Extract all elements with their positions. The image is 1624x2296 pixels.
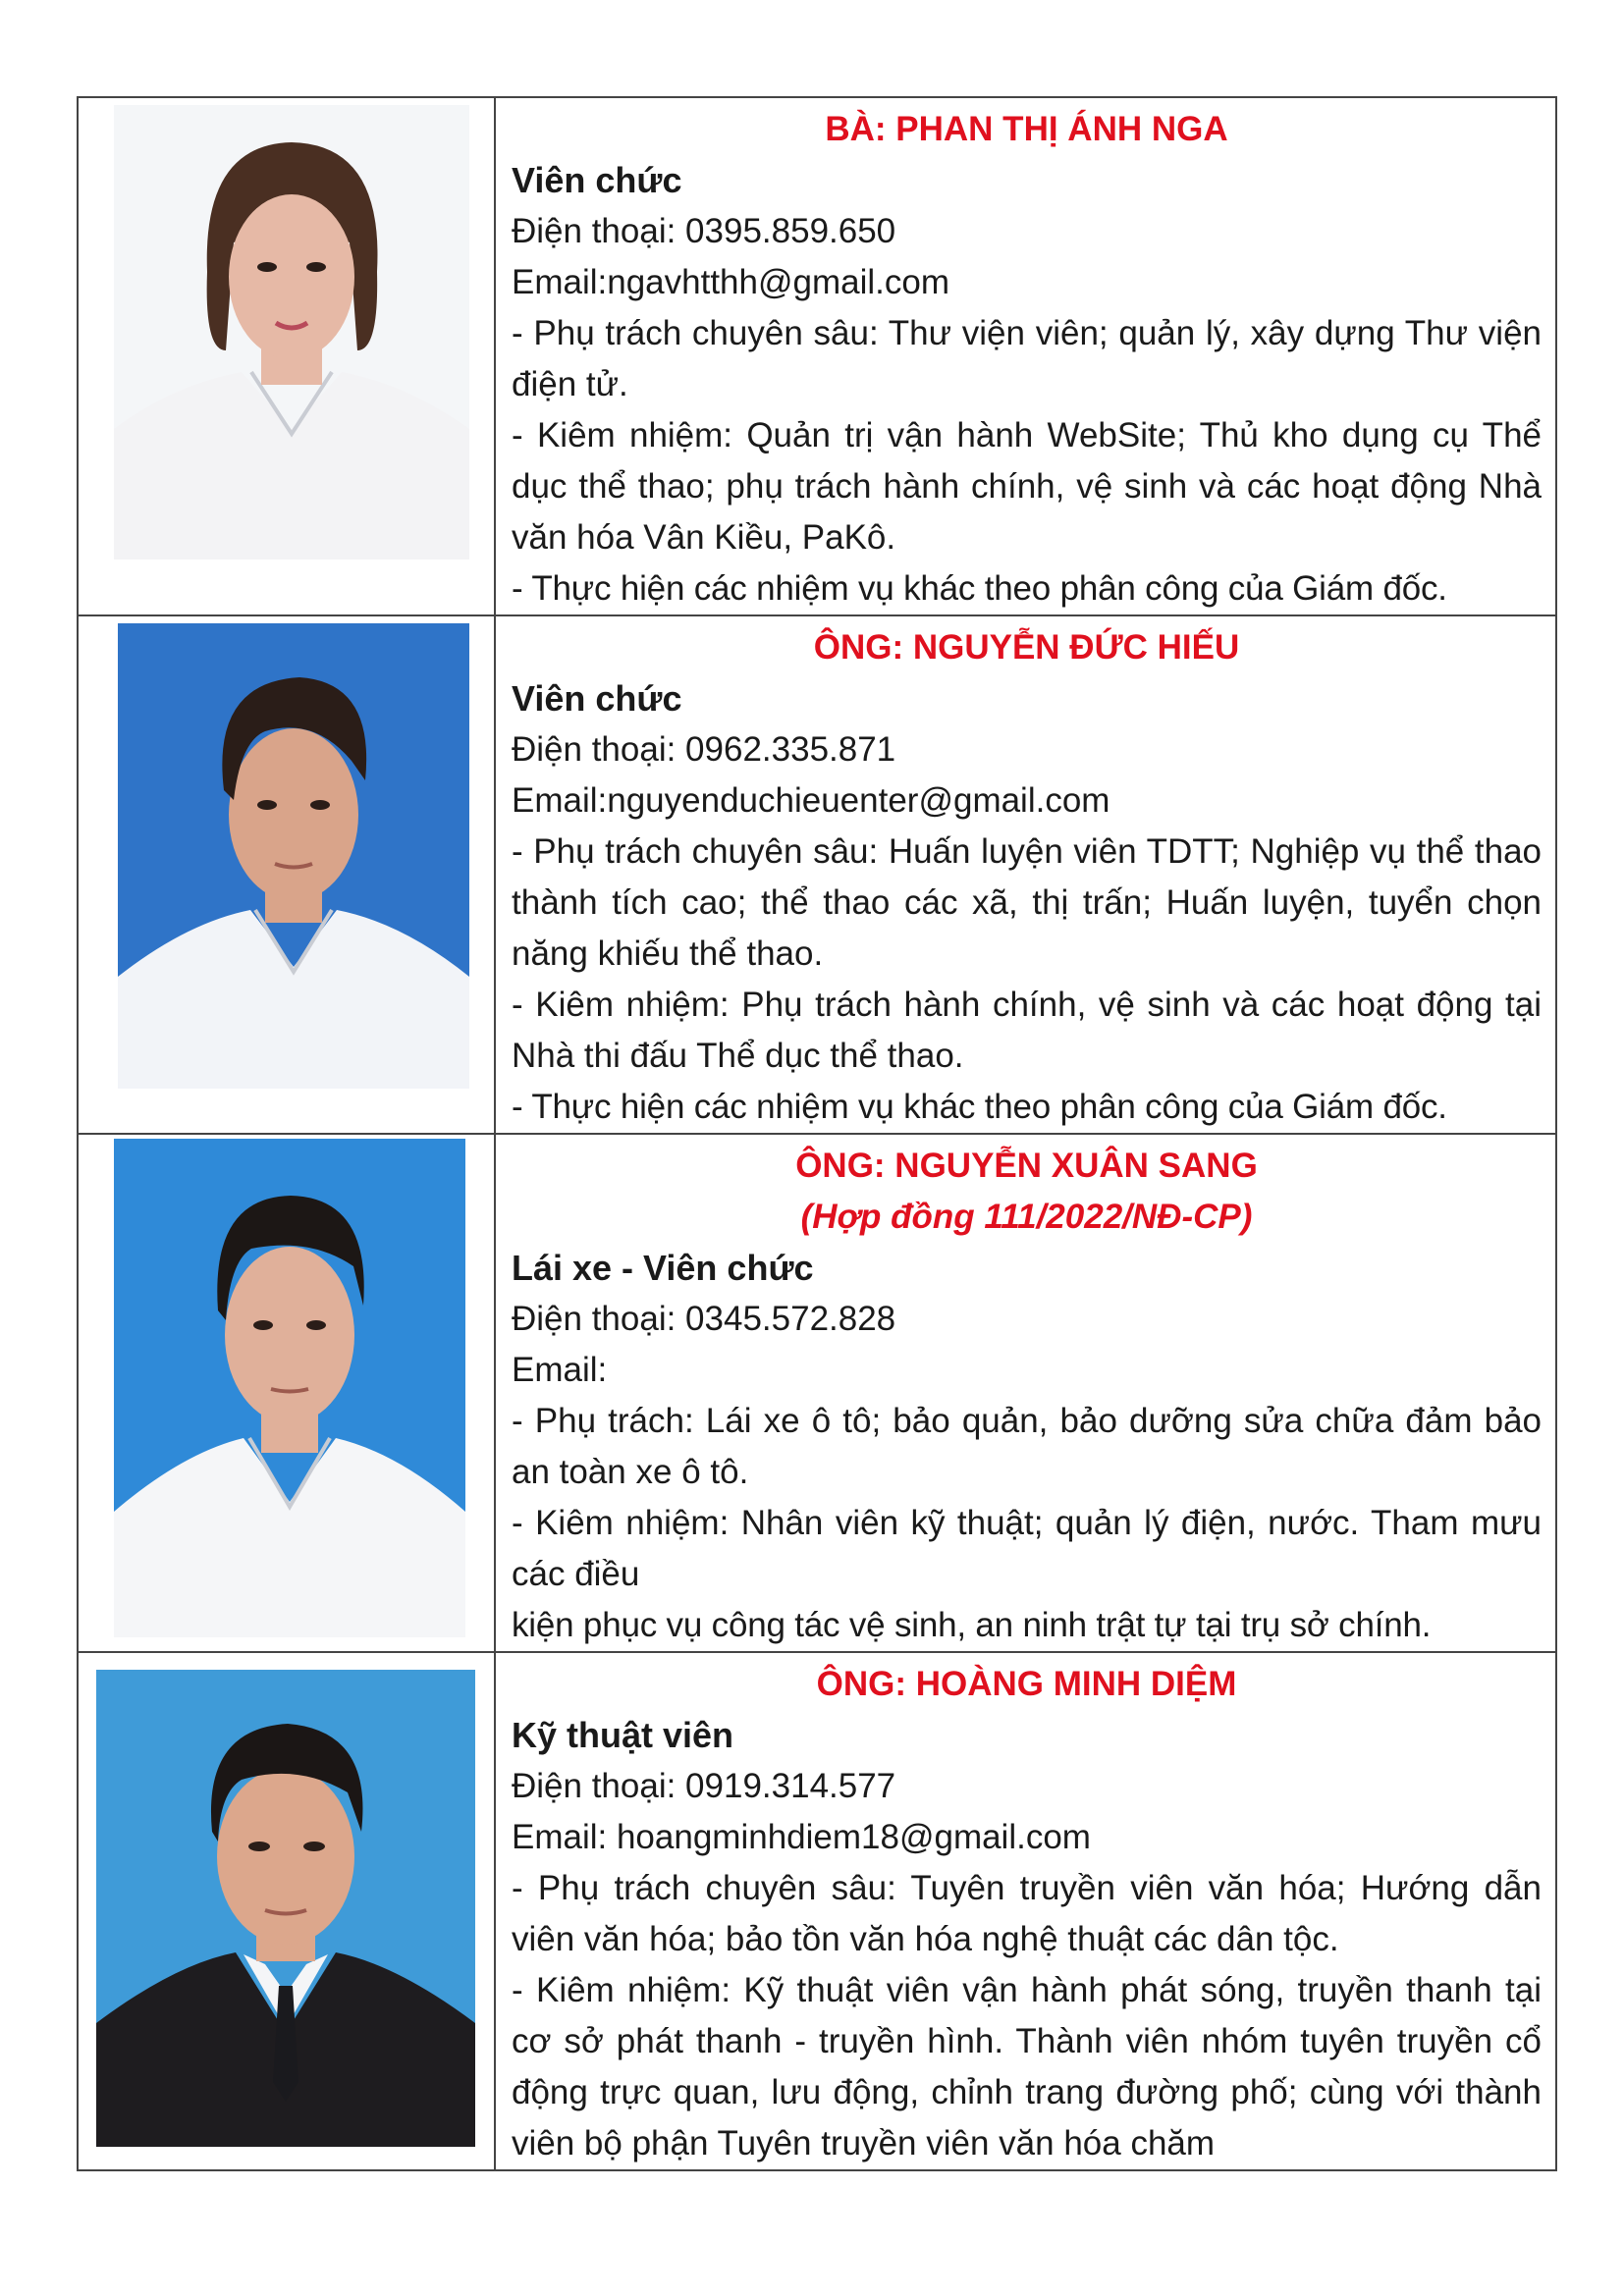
staff-contract: (Hợp đồng 111/2022/NĐ-CP) (800, 1198, 1253, 1236)
staff-email: Email:ngavhtthh@gmail.com (512, 263, 949, 301)
staff-role: Lái xe - Viên chức (512, 1248, 814, 1288)
staff-name: BÀ: PHAN THỊ ÁNH NGA (825, 110, 1228, 148)
staff-name: ÔNG: NGUYỄN ĐỨC HIẾU (813, 628, 1240, 667)
staff-duty: - Thực hiện các nhiệm vụ khác theo phân công của Giám đốc. (512, 569, 1447, 608)
staff-role: Viên chức (512, 160, 682, 200)
photo-cell (78, 615, 495, 1134)
portrait-photo (96, 1670, 475, 2147)
staff-duty: - Phụ trách chuyên sâu: Huấn luyện viên TDTT; Nghiệp vụ thể thao thành tích cao; thể thao các xã, thị trấn; Huấn luyện, tuyển chọn năng khiếu thể thao. (512, 832, 1542, 973)
staff-role: Viên chức (512, 678, 682, 719)
info-cell (495, 97, 1556, 615)
staff-phone: Điện thoại: 0345.572.828 (512, 1300, 896, 1338)
portrait-woman-image (114, 105, 469, 560)
staff-duty: - Phụ trách: Lái xe ô tô; bảo quản, bảo dưỡng sửa chữa đảm bảo an toàn xe ô tô. (512, 1402, 1542, 1491)
staff-duty: kiện phục vụ công tác vệ sinh, an ninh trật tự tại trụ sở chính. (512, 1606, 1432, 1644)
staff-duty: - Kiêm nhiệm: Quản trị vận hành WebSite; Thủ kho dụng cụ Thể dục thể thao; phụ trách hành chính, vệ sinh và các hoạt động Nhà văn hóa Vân Kiều, PaKô. (512, 416, 1542, 557)
photo-cell (78, 1652, 495, 2170)
portrait-photo (118, 623, 469, 1089)
staff-email: Email:nguyenduchieuenter@gmail.com (512, 781, 1110, 820)
staff-row (78, 1652, 1556, 2170)
staff-phone: Điện thoại: 0395.859.650 (512, 212, 896, 250)
staff-phone: Điện thoại: 0962.335.871 (512, 730, 896, 769)
staff-duty: - Kiêm nhiệm: Kỹ thuật viên vận hành phát sóng, truyền thanh tại cơ sở phát thanh - truyền hình. Thành viên nhóm tuyên truyền cổ động trực quan, lưu động, chỉnh trang đường phố; cùng với thành viên bộ phận Tuyên truyền viên văn hóa chăm (512, 1971, 1542, 2163)
staff-name: ÔNG: NGUYỄN XUÂN SANG (795, 1147, 1258, 1185)
staff-role: Kỹ thuật viên (512, 1715, 734, 1755)
portrait-photo (114, 105, 469, 560)
staff-phone: Điện thoại: 0919.314.577 (512, 1767, 896, 1805)
info-cell (495, 615, 1556, 1134)
photo-cell (78, 1134, 495, 1652)
portrait-photo (114, 1139, 465, 1637)
info-cell (495, 1652, 1556, 2170)
portrait-man-image (114, 1139, 465, 1637)
photo-cell (78, 97, 495, 615)
staff-email: Email: (512, 1351, 608, 1389)
staff-duty: - Phụ trách chuyên sâu: Thư viện viên; quản lý, xây dựng Thư viện điện tử. (512, 314, 1542, 403)
staff-duty: - Thực hiện các nhiệm vụ khác theo phân công của Giám đốc. (512, 1088, 1447, 1126)
staff-duty: - Phụ trách chuyên sâu: Tuyên truyền viên văn hóa; Hướng dẫn viên văn hóa; bảo tồn văn hóa nghệ thuật các dân tộc. (512, 1869, 1542, 1958)
portrait-man-image (96, 1670, 475, 2147)
staff-sheet (77, 96, 1557, 2171)
staff-row (78, 1134, 1556, 1652)
portrait-man-image (118, 623, 469, 1089)
staff-email: Email: hoangminhdiem18@gmail.com (512, 1818, 1091, 1856)
staff-duty: - Kiêm nhiệm: Nhân viên kỹ thuật; quản lý điện, nước. Tham mưu các điều (512, 1504, 1542, 1593)
staff-row (78, 615, 1556, 1134)
info-cell (495, 1134, 1556, 1652)
staff-name: ÔNG: HOÀNG MINH DIỆM (816, 1665, 1237, 1703)
staff-row (78, 97, 1556, 615)
staff-table (77, 96, 1557, 2171)
staff-duty: - Kiêm nhiệm: Phụ trách hành chính, vệ sinh và các hoạt động tại Nhà thi đấu Thể dục thể thao. (512, 986, 1542, 1075)
